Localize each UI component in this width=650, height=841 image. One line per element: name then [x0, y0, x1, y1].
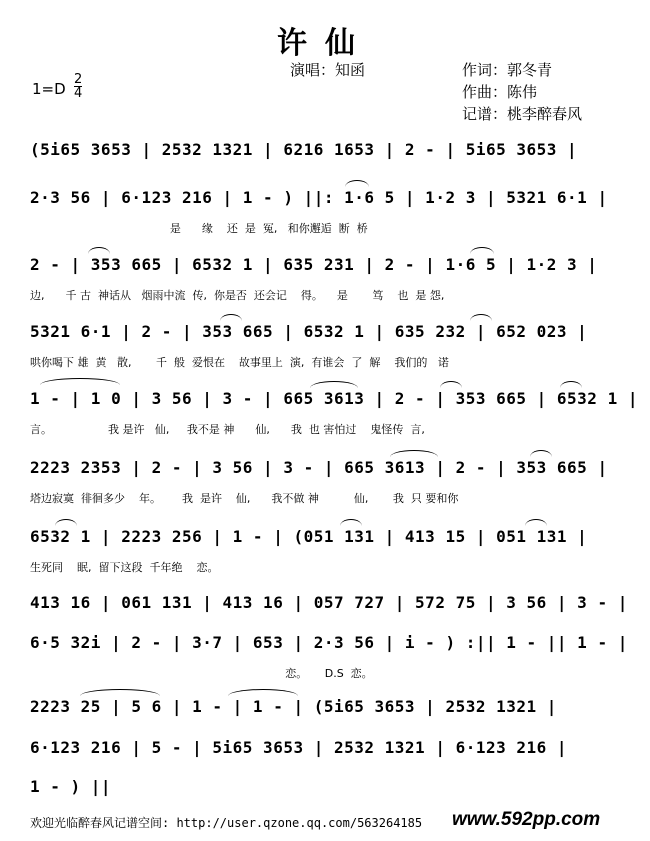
score-line-4	[0, 322, 650, 382]
notation: 6532 1 | 2223 256 | 1 - | (051 131 | 413 15 | 051 131 |	[30, 527, 588, 546]
footer-welcome-text: 欢迎光临醉春风记谱空间: http://user.qzone.qq.com/563264185	[30, 816, 423, 830]
notation: 1 - | 1 0 | 3 56 | 3 - | 665 3613 | 2 - | 353 665 | 6532 1 |	[30, 389, 638, 408]
time-numerator: 2	[74, 72, 83, 87]
slur-mark	[345, 180, 369, 187]
lyricist-credit: 作词：郭冬青	[462, 61, 553, 79]
lyric-line: 恋。 D.S 恋。	[30, 667, 373, 680]
notation: 2223 25 | 5 6 | 1 - | 1 - | (5i65 3653 | 2532 1321 |	[30, 697, 557, 716]
lyric-line: 言。 我 是许 仙, 我不是 神 仙, 我 也 害怕过 鬼怪传 言,	[30, 423, 425, 436]
notation: 2·3 56 | 6·123 216 | 1 - ) ||: 1·6 5 | 1·2 3 | 5321 6·1 |	[30, 188, 608, 207]
lyric-line: 塔边寂寞 徘徊多少 年。 我 是许 仙, 我不做 神 仙, 我 只 要和你	[30, 492, 459, 505]
score-line-3	[0, 255, 650, 315]
lyric-line: 哄你喝下 雄 黄 散, 千 般 爱恨在 故事里上 演, 有谁会 了 解 我们的 诺	[30, 356, 449, 369]
score-line-5	[0, 389, 650, 449]
slur-mark	[40, 378, 120, 385]
notation: (5i65 3653 | 2532 1321 | 6216 1653 | 2 - | 5i65 3653 |	[30, 140, 578, 159]
score-line-6	[0, 458, 650, 518]
score-line-9	[0, 633, 650, 693]
notation: 2223 2353 | 2 - | 3 56 | 3 - | 665 3613 | 2 - | 353 665 |	[30, 458, 608, 477]
slur-mark	[470, 247, 494, 254]
slur-mark	[228, 689, 298, 696]
time-signature	[74, 74, 82, 99]
slur-mark	[440, 381, 462, 388]
site-watermark: www.592pp.com	[452, 809, 601, 830]
score-line-2	[0, 188, 650, 248]
slur-mark	[310, 381, 358, 388]
singer-credit: 演唱：知函	[290, 61, 366, 79]
notation: 6·5 32i | 2 - | 3·7 | 653 | 2·3 56 | i - ) :|| 1 - || 1 - |	[30, 633, 628, 652]
lyric-line: 生死同 眠, 留下这段 千年绝 恋。	[30, 561, 219, 574]
slur-mark	[340, 519, 362, 526]
score-line-7	[0, 527, 650, 587]
slur-mark	[530, 450, 552, 457]
notation: 6·123 216 | 5 - | 5i65 3653 | 2532 1321 | 6·123 216 |	[30, 738, 568, 757]
notation: 413 16 | 061 131 | 413 16 | 057 727 | 572 75 | 3 56 | 3 - |	[30, 593, 628, 612]
time-denominator: 4	[74, 86, 83, 101]
notation: 2 - | 353 665 | 6532 1 | 635 231 | 2 - | 1·6 5 | 1·2 3 |	[30, 255, 598, 274]
slur-mark	[220, 314, 242, 321]
song-title: 许仙	[277, 26, 373, 61]
slur-mark	[390, 450, 438, 457]
notation: 1 - ) ||	[30, 777, 112, 796]
slur-mark	[88, 247, 110, 254]
slur-mark	[470, 314, 492, 321]
lyric-line: 是 缘 还 是 冤, 和你邂逅 断 桥	[30, 222, 368, 235]
transcriber-credit: 记谱：桃李醉春风	[462, 105, 583, 123]
slur-mark	[525, 519, 547, 526]
key-signature: 1=D	[32, 80, 66, 98]
slur-mark	[55, 519, 77, 526]
slur-mark	[80, 689, 160, 696]
composer-credit: 作曲：陈伟	[462, 83, 538, 101]
lyric-line: 边, 千 古 神话从 烟雨中流 传, 你是否 还会记 得。 是 笃 也 是 怨,	[30, 289, 445, 302]
notation: 5321 6·1 | 2 - | 353 665 | 6532 1 | 635 232 | 652 023 |	[30, 322, 588, 341]
slur-mark	[560, 381, 582, 388]
